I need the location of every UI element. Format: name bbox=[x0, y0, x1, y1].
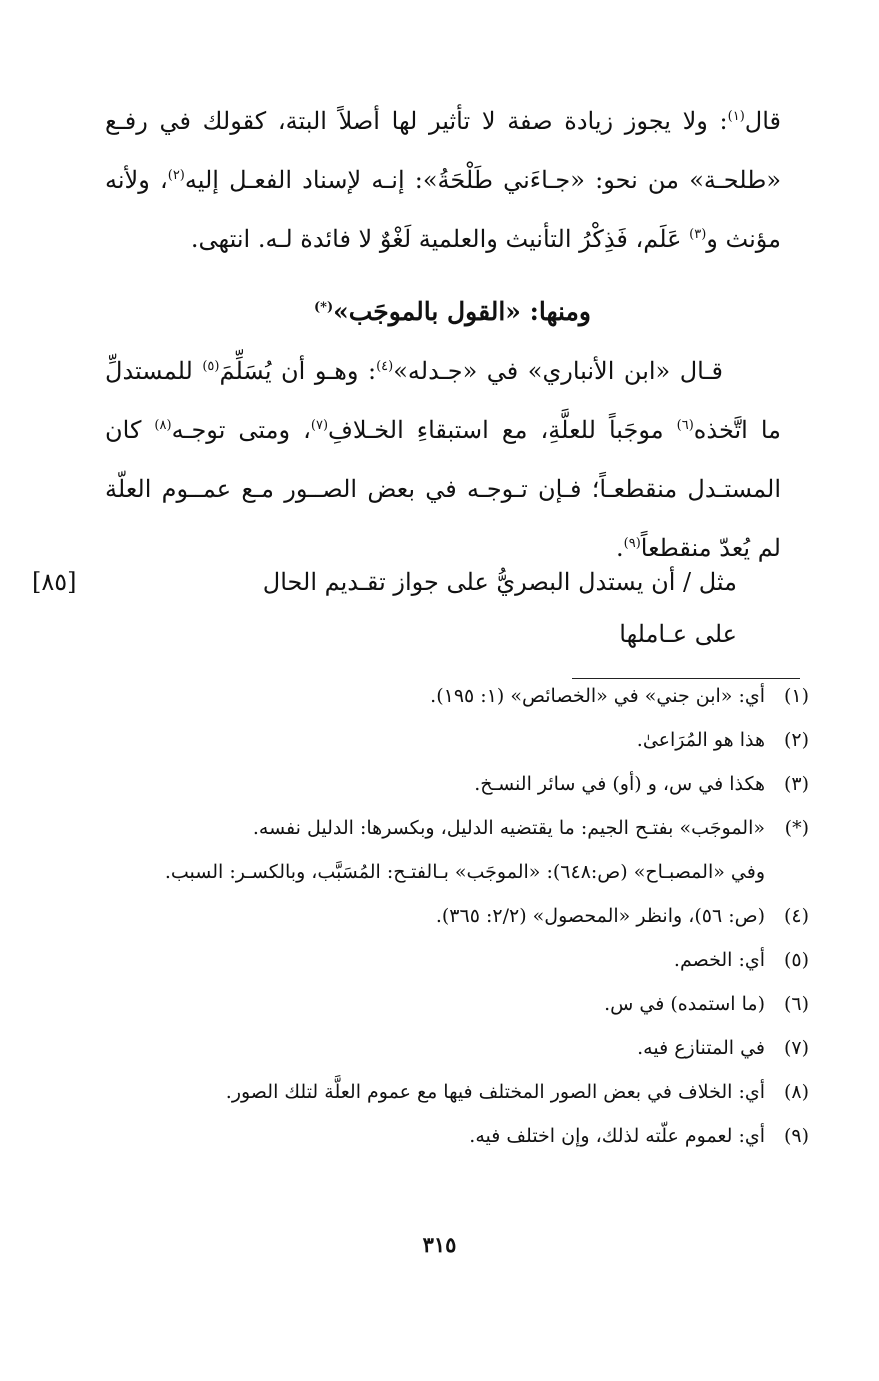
paragraph-3: مثل / أن يستدل البصريُّ على جواز تقـديم الحال على عـاملها bbox=[262, 568, 737, 648]
footnote-6 bbox=[89, 984, 809, 1024]
footnote-ref-7[interactable]: (٧) bbox=[310, 418, 329, 433]
footnote-ref-3[interactable]: (٣) bbox=[689, 227, 707, 242]
footnote-star-line-2: وفي «المصبـاح» (ص:٦٤٨): «الموجَب» بـالفتـح: المُسَبَّب، وبالكسـر: السبب. bbox=[164, 861, 765, 883]
footnote-text: أي: الخصم. bbox=[673, 949, 765, 971]
footnote-1 bbox=[89, 676, 809, 716]
footnote-text: هكذا في س، و (أو) في سائر النسـخ. bbox=[474, 773, 765, 795]
footnotes-section bbox=[89, 672, 809, 1156]
footnote-ref-6[interactable]: (٦) bbox=[676, 418, 694, 433]
footnote-ref-4[interactable]: (٤) bbox=[376, 359, 394, 374]
footnote-number: (*) bbox=[784, 817, 809, 839]
footnote-number: (٧) bbox=[783, 1037, 809, 1059]
footnote-text: هذا هو المُرَاعىٰ. bbox=[636, 729, 765, 751]
footnote-text bbox=[89, 808, 765, 848]
footnote-number: (٢) bbox=[783, 729, 809, 751]
footnote-number: (٥) bbox=[783, 949, 809, 971]
paragraph-2-text-c: للمستدلِّ ما اتَّخذه bbox=[105, 357, 782, 444]
manuscript-page-marker: [٨٥] bbox=[32, 568, 77, 596]
footnote-5 bbox=[89, 940, 809, 980]
footnote-star-line-1: «الموجَب» بفتـح الجيم: ما يقتضيه الدليل، وبكسرها: الدليل نفسه. bbox=[252, 817, 765, 839]
footnote-text: (ما استمده) في س. bbox=[604, 993, 765, 1015]
footnote-4 bbox=[89, 896, 809, 936]
footnote-ref-1[interactable]: (١) bbox=[727, 109, 745, 124]
footnote-number: (٩) bbox=[783, 1125, 809, 1147]
footnote-ref-8[interactable]: (٨) bbox=[154, 418, 172, 433]
footnote-number: (٦) bbox=[783, 993, 809, 1015]
footnote-ref-2[interactable]: (٢) bbox=[167, 168, 185, 183]
paragraph-1-text-c: ، ولأنه مؤنث و bbox=[105, 166, 781, 253]
footnote-text: أي: لعموم علّته لذلك، وإن اختلف فيه. bbox=[469, 1125, 765, 1147]
footnote-7 bbox=[89, 1028, 809, 1068]
paragraph-2-text-e: ، ومتى توجـه bbox=[171, 416, 311, 444]
paragraph-2-text-a: قـال «ابن الأنباري» في «جـدله» bbox=[393, 357, 723, 385]
footnote-text: (ص: ٥٦)، وانظر «المحصول» (٢/٢: ٣٦٥). bbox=[435, 905, 765, 927]
paragraph-2-text-g: . bbox=[616, 534, 624, 562]
footnote-star-continuation bbox=[89, 852, 809, 892]
footnote-ref-star[interactable]: (*) bbox=[314, 300, 334, 315]
paragraph-2-text-d: موجَباً للعلَّةِ، مع استبقاءِ الخـلافِ bbox=[328, 416, 677, 444]
footnote-number: (١) bbox=[783, 685, 809, 707]
footnote-number: (٣) bbox=[783, 773, 809, 795]
footnote-text: في المتنازع فيه. bbox=[637, 1037, 765, 1059]
footnote-ref-5[interactable]: (٥) bbox=[202, 359, 220, 374]
footnote-3 bbox=[89, 764, 809, 804]
section-heading-text: ومنها: «القول بالموجَب» bbox=[333, 297, 591, 326]
footnote-number: (٤) bbox=[783, 905, 809, 927]
section-heading bbox=[191, 286, 591, 338]
paragraph-2 bbox=[105, 342, 781, 578]
footnote-number: (٨) bbox=[783, 1081, 809, 1103]
paragraph-2-text-b: : وهـو أن يُسَلِّمَ bbox=[219, 357, 377, 385]
paragraph-1 bbox=[105, 92, 781, 269]
paragraph-2-text-f: كان المستـدل منقطعـاً؛ فـإن تـوجـه في بعض الصــور مـع عمــوم العلّة لم يُعدّ منقطعاً bbox=[105, 416, 781, 562]
footnote-star bbox=[89, 808, 809, 848]
footnote-text: أي: الخلاف في بعض الصور المختلف فيها مع عموم العلَّة لتلك الصور. bbox=[225, 1081, 765, 1103]
footnote-9 bbox=[89, 1116, 809, 1156]
footnote-2 bbox=[89, 720, 809, 760]
footnote-ref-9[interactable]: (٩) bbox=[623, 536, 641, 551]
paragraph-1-text-d: عَلَم، فَذِكْرُ التأنيث والعلمية لَغْوٌ لا فائدة لـه. انتهى. bbox=[190, 225, 690, 253]
paragraph-1-text-b: : ولا يجوز زيادة صفة لا تأثير لها أصلاً البتة، كقولك في رفـع «طلحـة» من نحو: «جـاءَني طَلْحَةُ»: إنـه لإسناد الفعـل إليه bbox=[105, 107, 782, 194]
footnote-number-spacer bbox=[765, 852, 809, 892]
footnote-8 bbox=[89, 1072, 809, 1112]
page-number: ٣١٥ bbox=[422, 1232, 457, 1257]
footnote-text: أي: «ابن جني» في «الخصائص» (١: ١٩٥). bbox=[430, 685, 765, 707]
paragraph-1-text-a: قال bbox=[744, 107, 781, 135]
